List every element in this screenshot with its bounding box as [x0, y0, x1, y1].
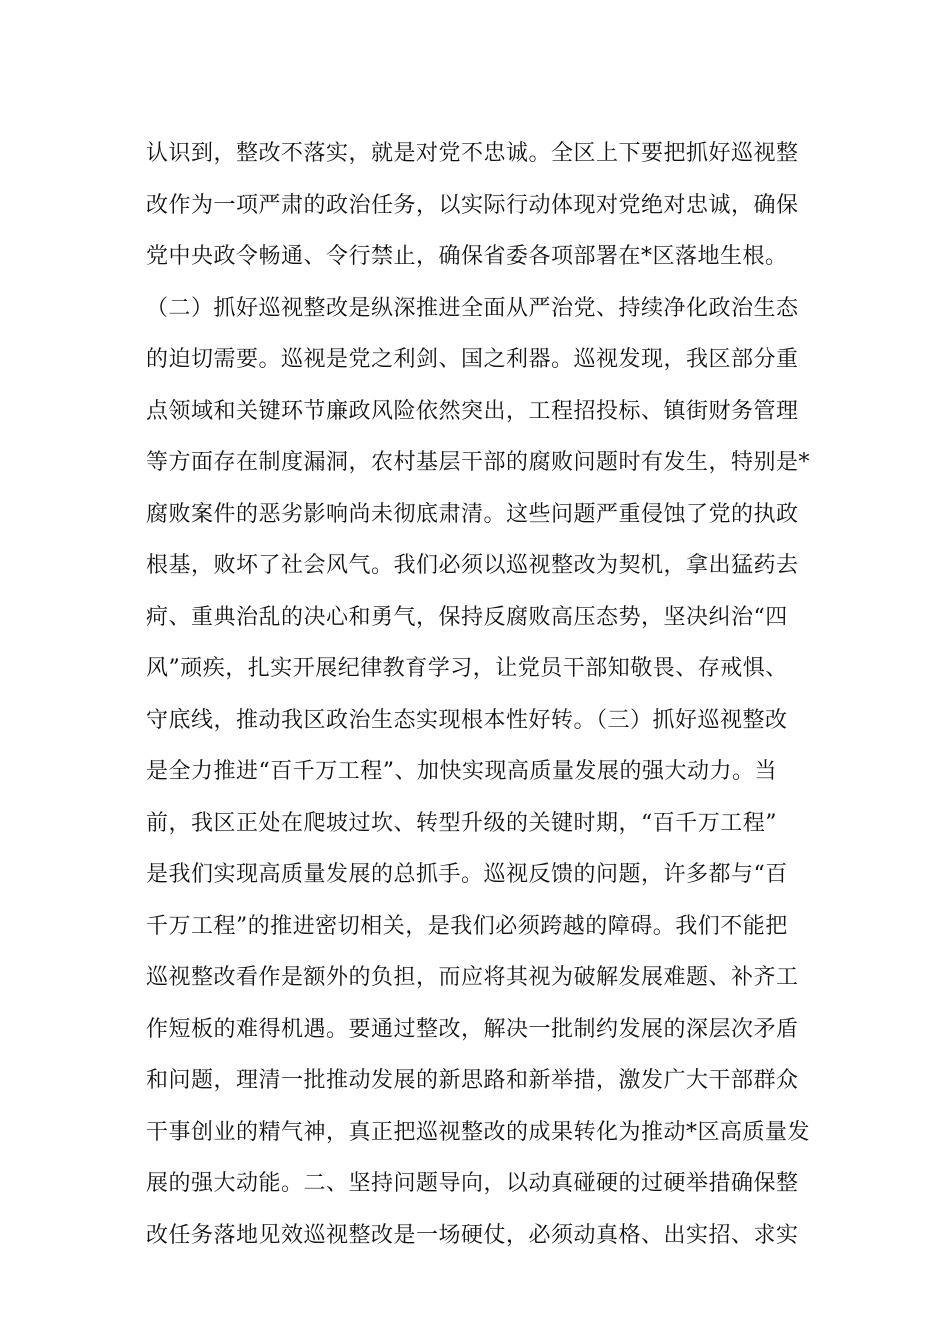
text-line-6: 点领域和关键环节廉政风险依然突出，工程招投标、镇街财务管理 [146, 398, 799, 424]
text-line-7: 等方面存在制度漏洞，农村基层干部的腐败问题时有发生，特别是* [146, 450, 811, 475]
text-line-2: 改作为一项严肃的政治任务，以实际行动体现对党绝对忠诚，确保 [146, 192, 799, 218]
text-line-20: 干事创业的精气神，真正把巡视整改的成果转化为推动*区高质量发 [146, 1119, 811, 1145]
text-line-8: 腐败案件的恶劣影响尚未彻底肃清。这些问题严重侵蚀了党的执政 [146, 501, 799, 527]
text-line-17: 巡视整改看作是额外的负担，而应将其视为破解发展难题、补齐工 [146, 965, 799, 990]
body-text [146, 128, 816, 1261]
text-line-19: 和问题，理清一批推动发展的新思路和新举措，激发广大干部群众 [146, 1068, 799, 1093]
text-line-16: 千万工程”的推进密切相关，是我们必须跨越的障碍。我们不能把 [146, 913, 788, 939]
text-line-9: 根基，败坏了社会风气。我们必须以巡视整改为契机，拿出猛药去 [146, 553, 799, 578]
text-line-1: 认识到，整改不落实，就是对党不忠诚。全区上下要把抓好巡视整 [146, 141, 799, 166]
text-line-12: 守底线，推动我区政治生态实现根本性好转。（三）抓好巡视整改 [146, 707, 788, 733]
text-line-13: 是全力推进“百千万工程”、加快实现高质量发展的强大动力。当 [146, 759, 777, 784]
text-line-22: 改任务落地见效巡视整改是一场硬仗，必须动真格、出实招、求实 [146, 1222, 799, 1248]
text-line-10: 疴、重典治乱的决心和勇气，保持反腐败高压态势，坚决纠治“四 [146, 604, 788, 630]
text-line-15: 是我们实现高质量发展的总抓手。巡视反馈的问题，许多都与“百 [146, 862, 788, 887]
text-line-14: 前，我区正处在爬坡过坎、转型升级的关键时期，“百千万工程” [146, 810, 777, 836]
text-line-21: 展的强大动能。二、坚持问题导向，以动真碰硬的过硬举措确保整 [146, 1171, 799, 1196]
text-line-4: （二）抓好巡视整改是纵深推进全面从严治党、持续净化政治生态 [146, 295, 799, 321]
text-line-11: 风”顽疾，扎实开展纪律教育学习，让党员干部知敬畏、存戒惧、 [146, 656, 788, 681]
text-line-5: 的迫切需要。巡视是党之利剑、国之利器。巡视发现，我区部分重 [146, 347, 799, 372]
text-line-3: 党中央政令畅通、令行禁止，确保省委各项部署在*区落地生根。 [146, 244, 788, 269]
text-line-18: 作短板的难得机遇。要通过整改，解决一批制约发展的深层次矛盾 [146, 1016, 799, 1042]
